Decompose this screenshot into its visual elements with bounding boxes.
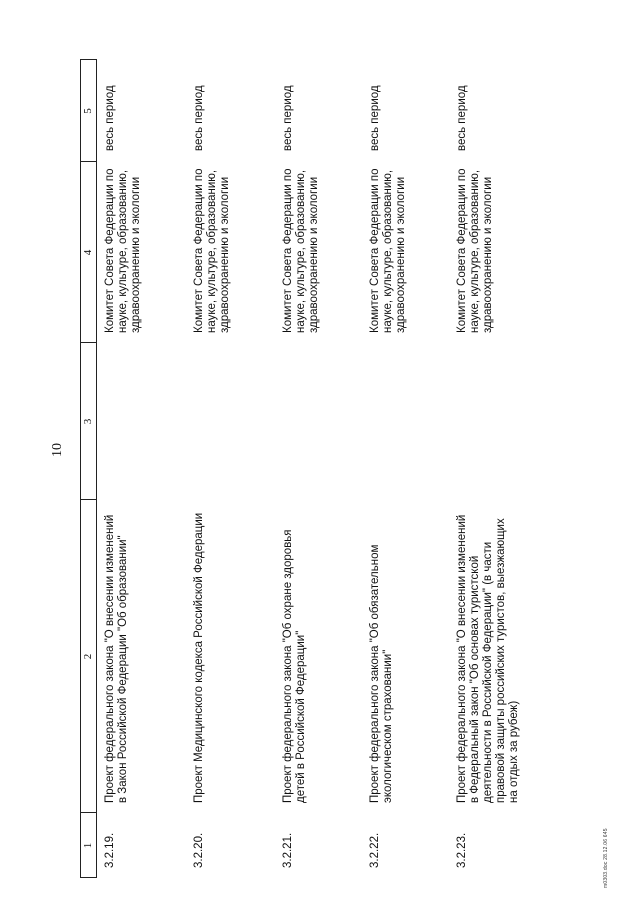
- responsible-body: Комитет Совета Федерации по науке, культуре, образованию, здравоохранению и экологии: [193, 168, 231, 333]
- deadline: весь период: [104, 85, 116, 151]
- responsible-body: Комитет Совета Федерации по науке, культуре, образованию, здравоохранению и экологии: [104, 168, 142, 333]
- responsible-body: Комитет Совета Федерации по науке, культуре, образованию, здравоохранению и экологии: [369, 168, 407, 333]
- row-number: 3.2.20.: [193, 832, 205, 868]
- deadline: весь период: [369, 85, 381, 151]
- responsible-body: Комитет Совета Федерации по науке, культуре, образованию, здравоохранению и экологии: [282, 168, 320, 333]
- deadline: весь период: [193, 85, 205, 151]
- deadline: весь период: [456, 85, 468, 151]
- document-title: Проект федерального закона "Об охране здоровья детей в Российской Федерации": [282, 529, 307, 803]
- column-header: 4: [82, 249, 94, 256]
- column-header: 1: [82, 842, 94, 849]
- row-number: 3.2.23.: [456, 832, 468, 868]
- responsible-body: Комитет Совета Федерации по науке, культуре, образованию, здравоохранению и экологии: [456, 168, 494, 333]
- row-number: 3.2.22.: [369, 832, 381, 868]
- document-title: Проект федерального закона "Об обязательном экологическом страховании": [369, 544, 394, 803]
- column-header: 3: [82, 418, 94, 425]
- row-number: 3.2.19.: [104, 832, 116, 868]
- page-number: 10: [50, 443, 65, 457]
- document-title: Проект Медицинского кодекса Российской Федерации: [193, 512, 205, 803]
- column-header: 2: [82, 653, 94, 660]
- table-header-rule: [96, 60, 97, 878]
- column-header: 5: [82, 108, 94, 114]
- table-top-rule: [80, 60, 81, 878]
- document-title: Проект федерального закона "О внесении изменений в Федеральный закон "Об основах туристской деятельности в Российской Федерации" (в части правовой защиты российских туристов, выезжающих на отдых за рубеж): [456, 514, 520, 803]
- row-number: 3.2.21.: [282, 832, 294, 868]
- footer-file-code: m0303.doc 28.12.06 645: [603, 828, 609, 888]
- document-title: Проект федерального закона "О внесении изменений в Закон Российской Федерации "Об образовании": [104, 514, 129, 803]
- deadline: весь период: [282, 85, 294, 151]
